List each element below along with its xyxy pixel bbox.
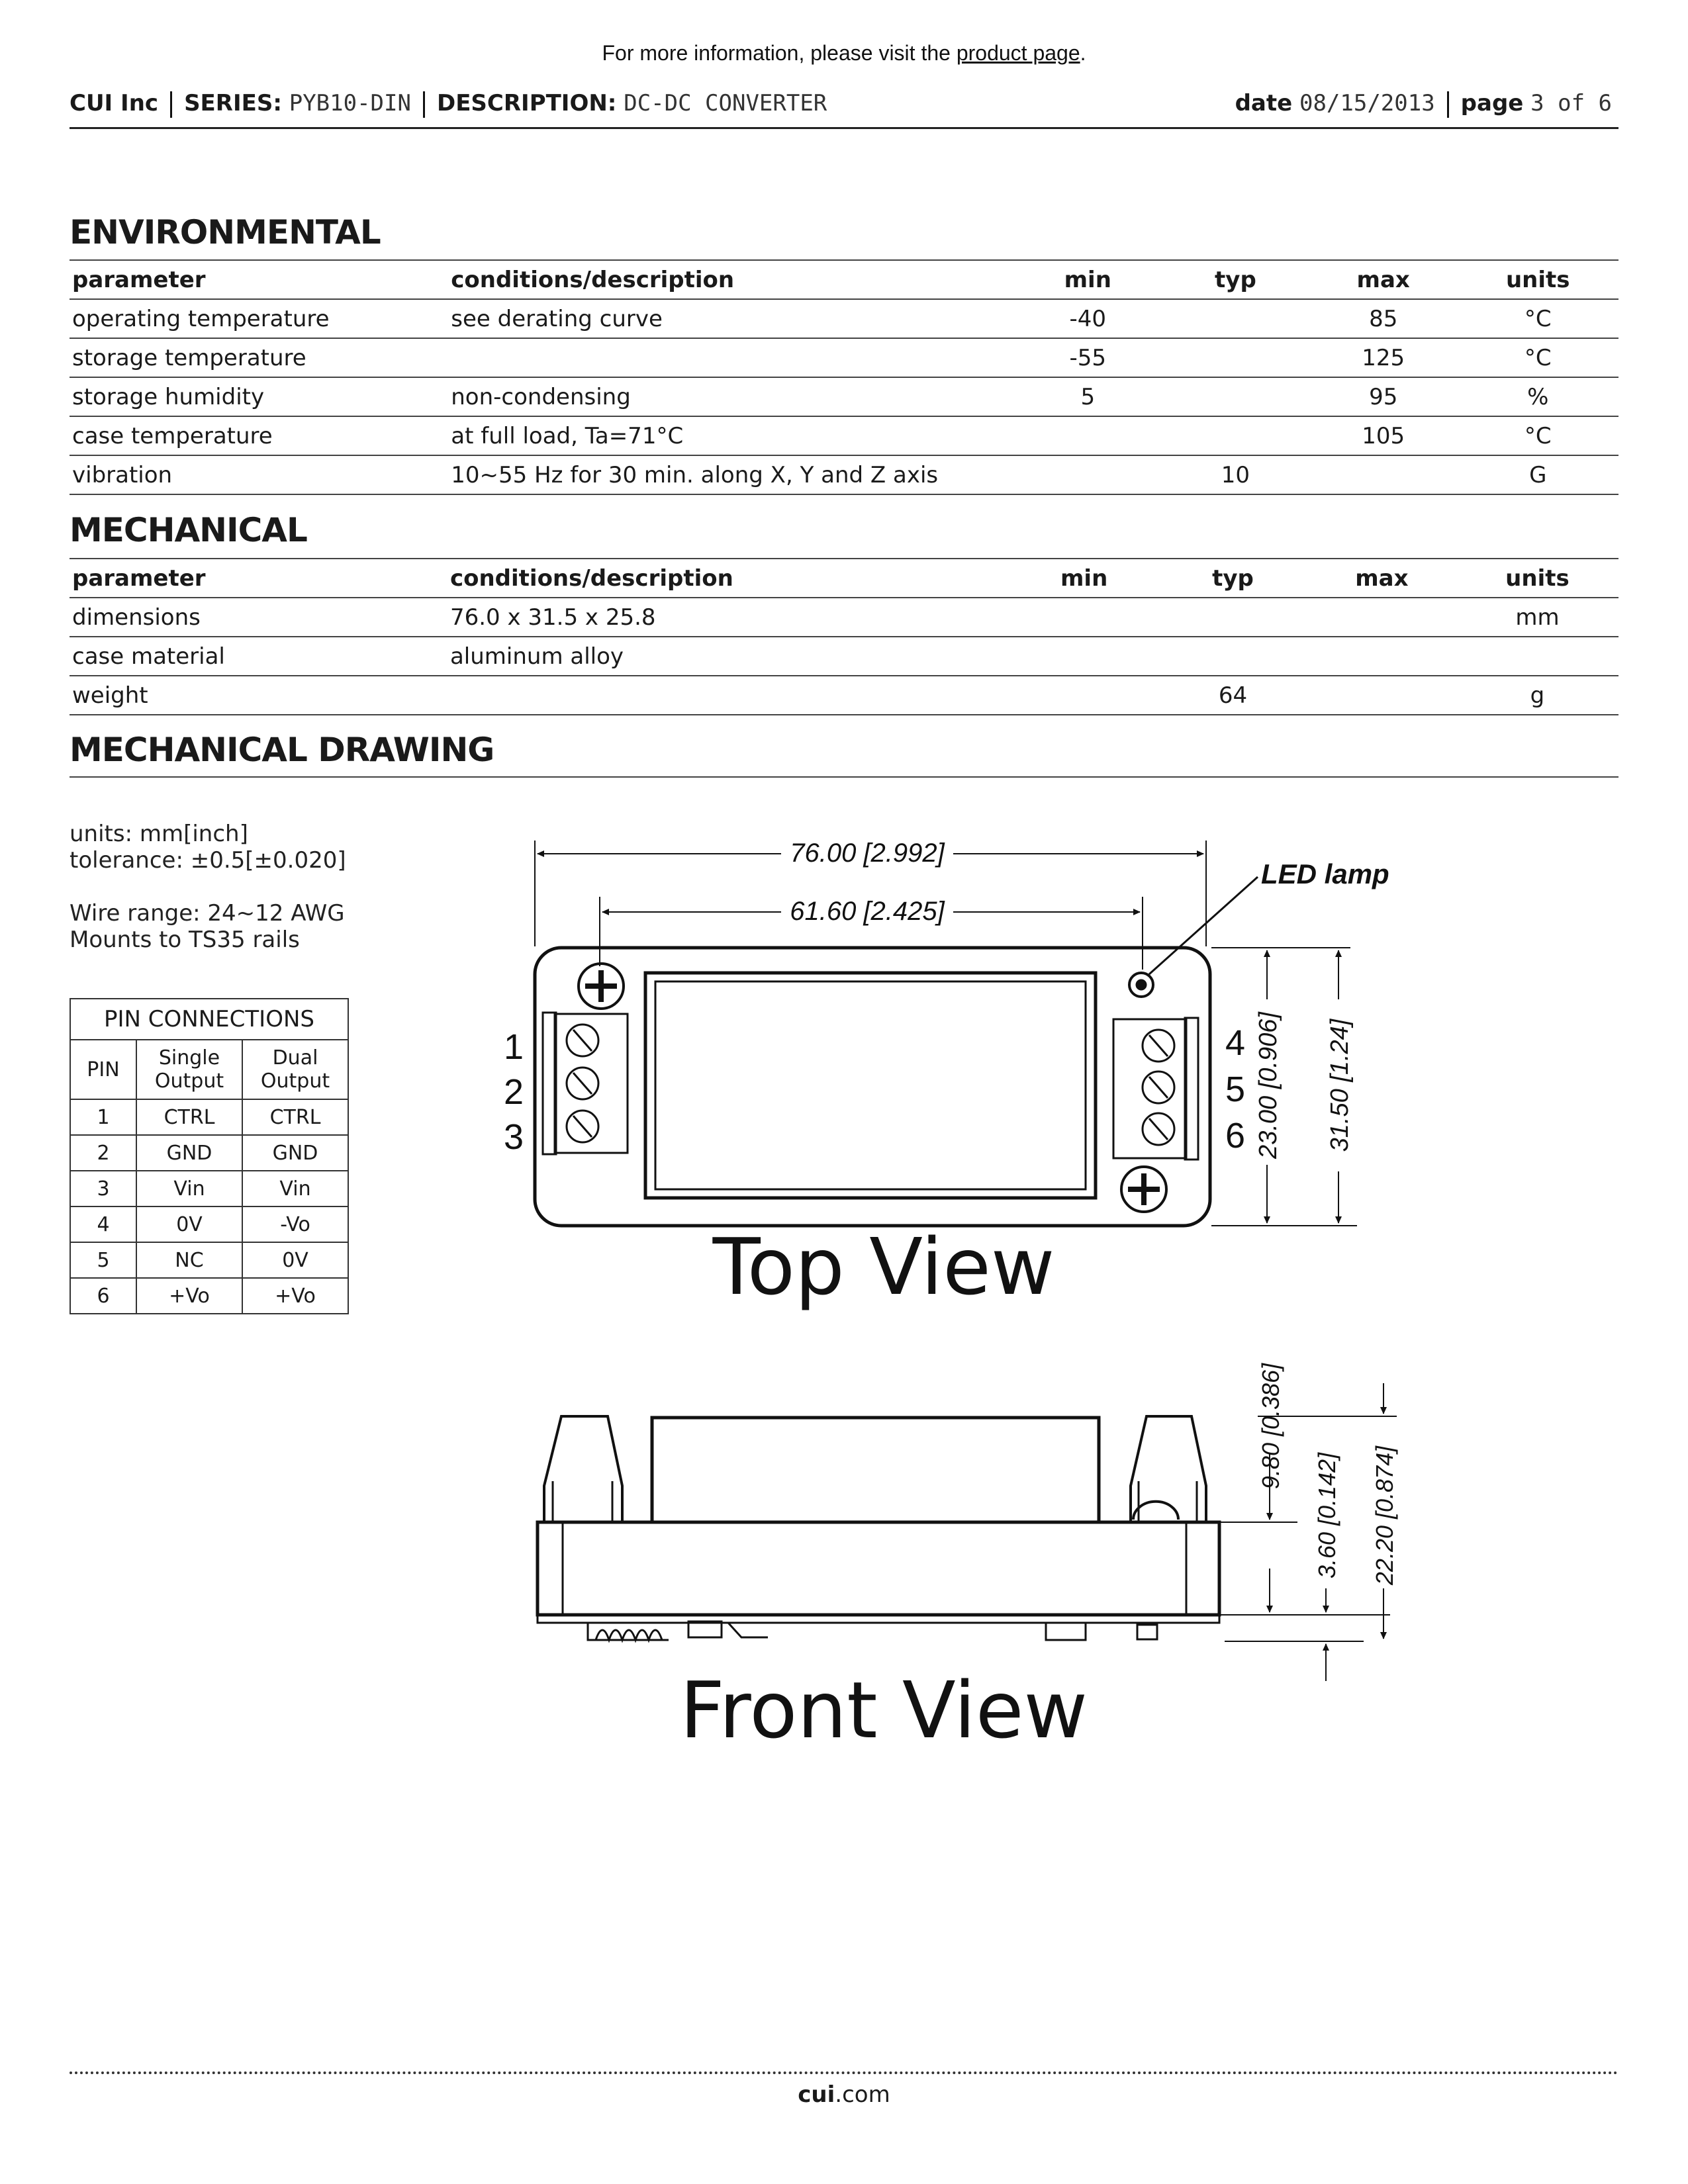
cell-parameter: case temperature (70, 416, 448, 455)
cell-parameter: dimensions (70, 598, 447, 637)
cell-units: mm (1456, 598, 1618, 637)
description-value: DC-DC CONVERTER (624, 90, 827, 116)
cell-min: -40 (1014, 299, 1162, 338)
cell-units: °C (1458, 338, 1619, 377)
dim-inner-height-label: 23.00 [0.906] (1254, 1012, 1282, 1159)
cell-max: 85 (1309, 299, 1458, 338)
dim-height-label: 31.50 [1.24] (1326, 1019, 1354, 1152)
led-lamp-label: LED lamp (1261, 858, 1389, 889)
pin-label-3: 3 (503, 1117, 524, 1157)
dim-width-label: 76.00 [2.992] (790, 839, 945, 868)
rail-hook (1046, 1623, 1086, 1640)
cell-parameter: operating temperature (70, 299, 448, 338)
col-units: units (1456, 559, 1618, 598)
dim-top-label: 9.80 [0.386] (1257, 1363, 1284, 1490)
footer-domain[interactable]: .com (835, 2081, 890, 2108)
wire-range-note: Wire range: 24~12 AWG (70, 900, 345, 927)
top-view-window (645, 973, 1096, 1198)
col-max: max (1309, 260, 1458, 299)
pin-single: NC (136, 1242, 242, 1278)
pin-dual: +Vo (242, 1278, 348, 1314)
pin-header-dual: Dual Output (242, 1040, 348, 1099)
dim-mount-label: 61.60 [2.425] (790, 897, 945, 926)
page-value: 3 of 6 (1530, 90, 1612, 116)
cell-parameter: vibration (70, 455, 448, 494)
cell-units: °C (1458, 299, 1619, 338)
col-typ: typ (1162, 260, 1309, 299)
series-value: PYB10-DIN (289, 90, 411, 116)
footer-brand[interactable]: cui (798, 2081, 835, 2108)
front-view-label: Front View (680, 1664, 1088, 1756)
date-value: 08/15/2013 (1299, 90, 1435, 116)
mechanical-drawing-title: MECHANICAL DRAWING (70, 731, 494, 769)
col-units: units (1458, 260, 1619, 299)
dim-total-label: 22.20 [0.874] (1371, 1445, 1398, 1586)
footer (0, 2081, 1688, 2108)
pin-label-1: 1 (503, 1027, 524, 1067)
page-label: page (1460, 90, 1524, 116)
units-note: units: mm[inch] (70, 821, 248, 847)
cell-typ: 10 (1162, 455, 1309, 494)
company-name: CUI Inc (70, 90, 159, 116)
mechanical-title: MECHANICAL (70, 511, 307, 549)
date-label: date (1235, 90, 1293, 116)
col-conditions: conditions/description (447, 559, 1009, 598)
col-typ: typ (1158, 559, 1307, 598)
top-view-housing (535, 948, 1210, 1226)
pin-single: 0V (136, 1206, 242, 1242)
pin-label-4: 4 (1225, 1023, 1246, 1063)
cell-conditions: 76.0 x 31.5 x 25.8 (447, 598, 1009, 637)
pin-single: +Vo (136, 1278, 242, 1314)
cell-units: G (1458, 455, 1619, 494)
rail-spring-clip (588, 1623, 669, 1640)
right-terminal-block (1113, 1019, 1186, 1158)
top-view-label: Top View (712, 1221, 1055, 1312)
cell-conditions: at full load, Ta=71°C (448, 416, 1013, 455)
pin-single: CTRL (136, 1099, 242, 1135)
cell-parameter: storage humidity (70, 377, 448, 416)
description-label: DESCRIPTION: (436, 90, 617, 116)
mount-note: Mounts to TS35 rails (70, 927, 300, 953)
product-page-link[interactable]: product page (956, 41, 1080, 65)
cell-conditions: non-condensing (448, 377, 1013, 416)
pin-dual: CTRL (242, 1099, 348, 1135)
cell-min: 5 (1014, 377, 1162, 416)
col-conditions: conditions/description (448, 260, 1013, 299)
pin-label-6: 6 (1225, 1116, 1246, 1156)
pin-number: 2 (70, 1135, 136, 1171)
col-parameter: parameter (70, 260, 448, 299)
led-leader-line (1149, 877, 1258, 974)
pin-header-pin: PIN (70, 1040, 136, 1099)
cell-conditions: see derating curve (448, 299, 1013, 338)
pin-label-5: 5 (1225, 1069, 1246, 1109)
front-view-cover (652, 1418, 1099, 1522)
col-max: max (1307, 559, 1456, 598)
dim-rail-label: 3.60 [0.142] (1313, 1452, 1340, 1579)
environmental-title: ENVIRONMENTAL (70, 213, 381, 251)
tolerance-note: tolerance: ±0.5[±0.020] (70, 847, 346, 874)
pin-dual: Vin (242, 1171, 348, 1206)
cell-typ: 64 (1158, 676, 1307, 715)
pin-dual: GND (242, 1135, 348, 1171)
pin-single: GND (136, 1135, 242, 1171)
footer-divider (70, 2071, 1618, 2074)
series-label: SERIES: (184, 90, 282, 116)
cell-parameter: storage temperature (70, 338, 448, 377)
cell-conditions: aluminum alloy (447, 637, 1009, 676)
cell-parameter: weight (70, 676, 447, 715)
pin-single: Vin (136, 1171, 242, 1206)
cell-units: % (1458, 377, 1619, 416)
pin-label-2: 2 (503, 1072, 524, 1112)
front-view-base (538, 1522, 1219, 1615)
col-parameter: parameter (70, 559, 447, 598)
note-suffix: . (1080, 41, 1086, 65)
pin-dual: 0V (242, 1242, 348, 1278)
pin-dual: -Vo (242, 1206, 348, 1242)
cell-max: 125 (1309, 338, 1458, 377)
cell-units: °C (1458, 416, 1619, 455)
note-prefix: For more information, please visit the (602, 41, 951, 65)
col-min: min (1014, 260, 1162, 299)
pin-number: 6 (70, 1278, 136, 1314)
pin-number: 1 (70, 1099, 136, 1135)
cell-max: 105 (1309, 416, 1458, 455)
cell-units: g (1456, 676, 1618, 715)
cell-parameter: case material (70, 637, 447, 676)
pin-header-single: Single Output (136, 1040, 242, 1099)
cell-conditions: 10~55 Hz for 30 min. along X, Y and Z axis (448, 455, 1013, 494)
pin-table-title: PIN CONNECTIONS (70, 999, 348, 1040)
top-view-window-inner (655, 981, 1086, 1189)
pin-number: 3 (70, 1171, 136, 1206)
cell-min: -55 (1014, 338, 1162, 377)
pin-number: 4 (70, 1206, 136, 1242)
cell-max: 95 (1309, 377, 1458, 416)
col-min: min (1009, 559, 1158, 598)
pin-number: 5 (70, 1242, 136, 1278)
left-connector (544, 1416, 622, 1522)
